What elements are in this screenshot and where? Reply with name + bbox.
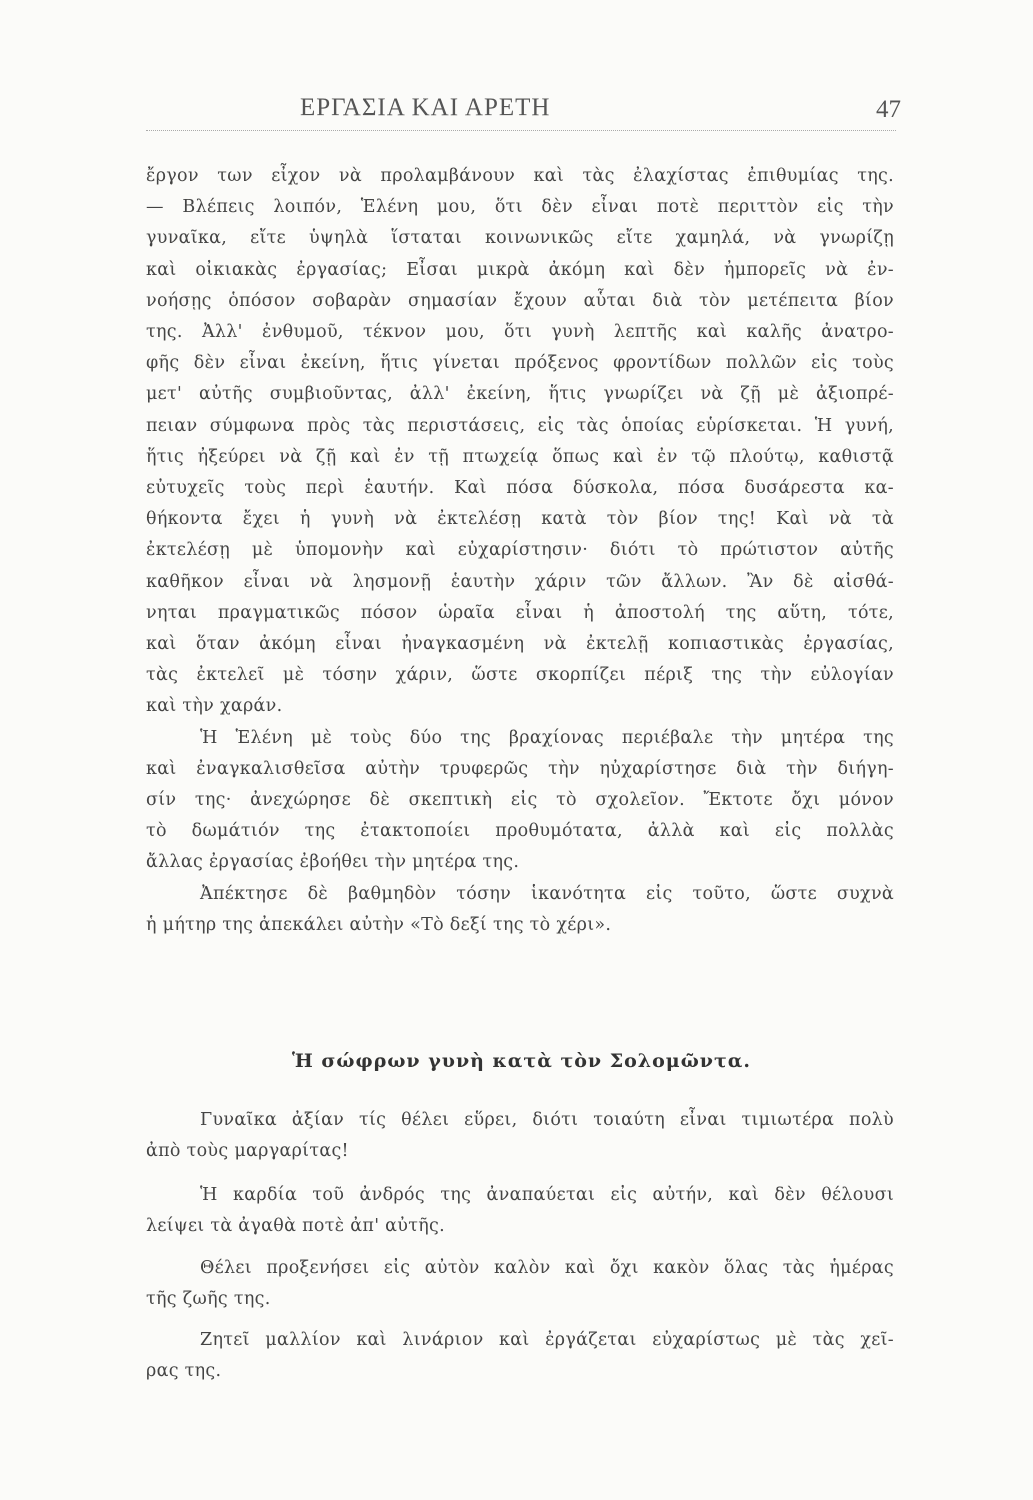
text-line: καὶ ὅταν ἀκόμη εἶναι ἠναγκασμένη νὰ ἐκτελῇ κοπιαστικὰς ἐργασίας, bbox=[146, 634, 894, 654]
text-line: καὶ ἐναγκαλισθεῖσα αὐτὴν τρυφερῶς τὴν ηὐχαρίστησε διὰ τὴν διήγη- bbox=[146, 758, 894, 779]
text-line: Ζητεῖ μαλλίον καὶ λινάριον καὶ ἐργάζεται εὐχαρίστως μὲ τὰς χεῖ- bbox=[200, 1330, 894, 1350]
text-line: Γυναῖκα ἀξίαν τίς θέλει εὕρει, διότι τοιαύτη εἶναι τιμιωτέρα πολὺ bbox=[200, 1110, 894, 1130]
text-line: Ἡ Ἑλένη μὲ τοὺς δύο της βραχίονας περιέβαλε τὴν μητέρα της bbox=[200, 727, 894, 748]
text-line: ἥτις ἠξεύρει νὰ ζῇ καὶ ἐν τῇ πτωχείᾳ ὅπως καὶ ἐν τῷ πλούτῳ, καθιστᾷ bbox=[146, 446, 894, 467]
text-line: εὐτυχεῖς τοὺς περὶ ἑαυτήν. Καὶ πόσα δύσκολα, πόσα δυσάρεστα κα- bbox=[146, 478, 894, 498]
text-line: — Βλέπεις λοιπόν, Ἑλένη μου, ὅτι δὲν εἶναι ποτὲ περιττὸν εἰς τὴν bbox=[146, 197, 894, 218]
text-line: Θέλει προξενήσει εἰς αὐτὸν καλὸν καὶ ὄχι κακὸν ὅλας τὰς ἡμέρας bbox=[200, 1258, 894, 1278]
page-number: 47 bbox=[876, 96, 901, 123]
text-line: ρας της. bbox=[146, 1361, 222, 1381]
text-line: ἡ μήτηρ της ἀπεκάλει αὐτὴν «Τὸ δεξί της τὸ χέρι». bbox=[146, 914, 612, 935]
text-line: τῆς ζωῆς της. bbox=[146, 1289, 271, 1309]
text-line: τὸ δωμάτιόν της ἐτακτοποίει προθυμότατα, ἀλλὰ καὶ εἰς πολλὰς bbox=[146, 821, 894, 842]
text-line: ἐκτελέσῃ μὲ ὑπομονὴν καὶ εὐχαρίστησιν· διότι τὸ πρώτιστον αὐτῆς bbox=[146, 540, 894, 561]
header-rule bbox=[146, 130, 896, 131]
text-line: νοήσῃς ὁπόσον σοβαρὰν σημασίαν ἔχουν αὗται διὰ τὸν μετέπειτα βίον bbox=[146, 290, 894, 311]
text-line: φῆς δὲν εἶναι ἐκείνη, ἥτις γίνεται πρόξενος φροντίδων πολλῶν εἰς τοὺς bbox=[146, 353, 894, 374]
text-line: καὶ τὴν χαράν. bbox=[146, 696, 283, 717]
text-line: μετ' αὐτῆς συμβιοῦντας, ἀλλ' ἐκείνη, ἥτις γνωρίζει νὰ ζῇ μὲ ἀξιοπρέ- bbox=[146, 384, 894, 405]
text-line: γυναῖκα, εἴτε ὑψηλὰ ἵσταται κοινωνικῶς εἴτε χαμηλά, νὰ γνωρίζῃ bbox=[146, 228, 894, 249]
section-heading: Ἡ σώφρων γυνὴ κατὰ τὸν Σολομῶντα. bbox=[292, 1050, 751, 1072]
text-line: λείψει τὰ ἀγαθὰ ποτὲ ἀπ' αὐτῆς. bbox=[146, 1216, 445, 1236]
text-line: της. Ἀλλ' ἐνθυμοῦ, τέκνον μου, ὅτι γυνὴ λεπτῆς καὶ καλῆς ἀνατρο- bbox=[146, 322, 894, 342]
text-line: πειαν σύμφωνα πρὸς τὰς περιστάσεις, εἰς τὰς ὁποίας εὑρίσκεται. Ἡ γυνή, bbox=[146, 415, 894, 436]
text-line: ἔργον των εἶχον νὰ προλαμβάνουν καὶ τὰς ἐλαχίστας ἐπιθυμίας της. bbox=[146, 166, 894, 186]
text-line: Ἡ καρδία τοῦ ἀνδρός της ἀναπαύεται εἰς αὐτήν, καὶ δὲν θέλουσι bbox=[200, 1185, 894, 1205]
text-line: Ἀπέκτησε δὲ βαθμηδὸν τόσην ἱκανότητα εἰς τοῦτο, ὥστε συχνὰ bbox=[200, 883, 894, 904]
running-header: ΕΡΓΑΣΙΑ ΚΑΙ ΑΡΕΤΗ bbox=[300, 94, 551, 121]
text-line: καὶ οἰκιακὰς ἐργασίας; Εἶσαι μικρὰ ἀκόμη καὶ δὲν ἠμπορεῖς νὰ ἐν- bbox=[146, 259, 894, 280]
text-line: θήκοντα ἔχει ἡ γυνὴ νὰ ἐκτελέσῃ κατὰ τὸν βίον της! Καὶ νὰ τὰ bbox=[146, 509, 894, 530]
text-line: σίν της· ἀνεχώρησε δὲ σκεπτικὴ εἰς τὸ σχολεῖον. Ἔκτοτε ὄχι μόνον bbox=[146, 790, 894, 810]
text-line: καθῆκον εἶναι νὰ λησμονῇ ἑαυτὴν χάριν τῶν ἄλλων. Ἂν δὲ αἰσθά- bbox=[146, 571, 894, 592]
text-line: ἄλλας ἐργασίας ἐβοήθει τὴν μητέρα της. bbox=[146, 852, 520, 873]
text-line: τὰς ἐκτελεῖ μὲ τόσην χάριν, ὥστε σκορπίζει πέριξ της τὴν εὐλογίαν bbox=[146, 665, 894, 686]
text-line: νηται πραγματικῶς πόσον ὡραῖα εἶναι ἡ ἀποστολή της αὕτη, τότε, bbox=[146, 602, 894, 623]
text-line: ἀπὸ τοὺς μαργαρίτας! bbox=[146, 1141, 349, 1161]
